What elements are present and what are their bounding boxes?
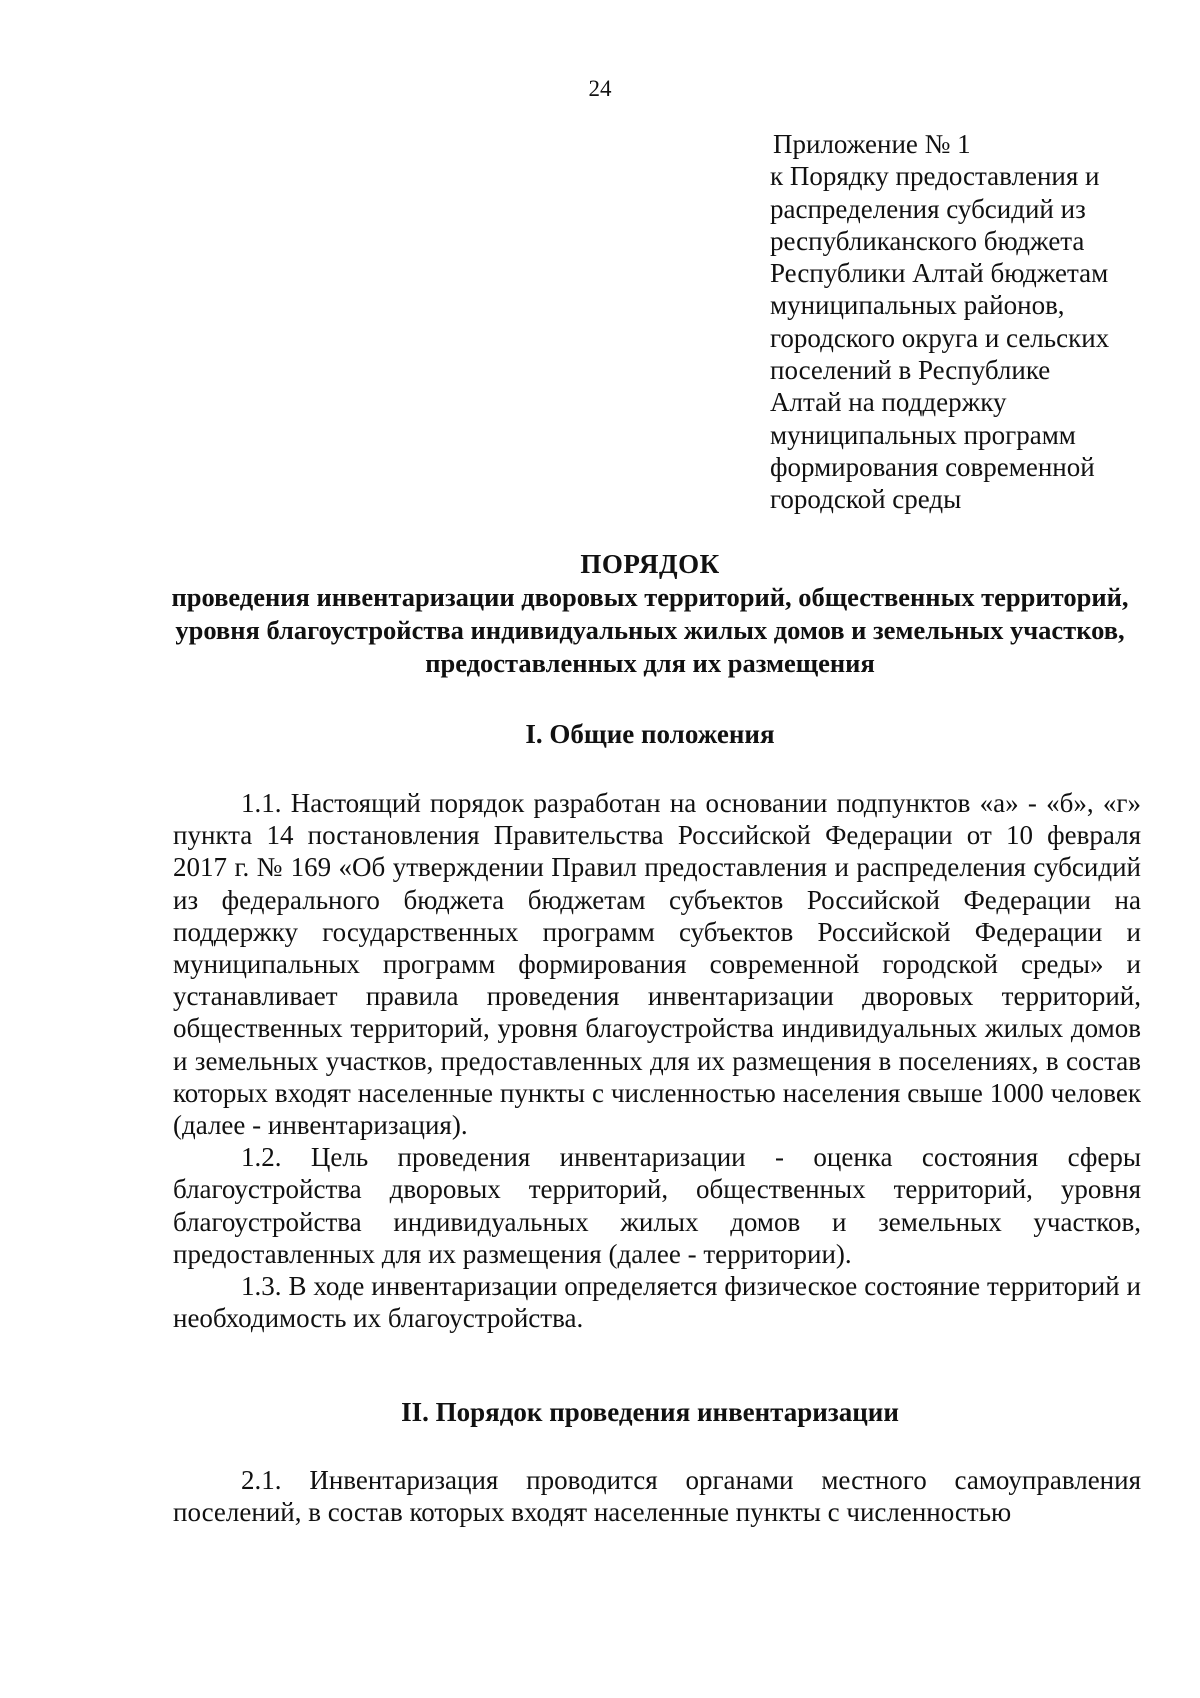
appendix-line: к Порядку предоставления и bbox=[770, 161, 1100, 192]
section-body-general bbox=[173, 787, 1141, 1334]
appendix-line: Приложение № 1 bbox=[773, 129, 971, 159]
paragraph-2-1: 2.1. Инвентаризация проводится органами местного самоуправления поселений, в состав которых входят населенные пункты с численностью bbox=[173, 1465, 1141, 1528]
section-heading-procedure: II. Порядок проведения инвентаризации bbox=[401, 1397, 899, 1427]
appendix-line: поселений в Республике bbox=[770, 355, 1051, 386]
appendix-note bbox=[770, 128, 1170, 516]
title-subtitle: проведения инвентаризации дворовых территорий, общественных территорий, уровня благоустройства индивидуальных жилых домов и земельных участков, предоставленных для их размещения bbox=[171, 582, 1129, 678]
paragraph-1-2: 1.2. Цель проведения инвентаризации - оценка состояния сферы благоустройства дворовых территорий, общественных территорий, уровня благоустройства индивидуальных жилых домов и земельных участков, предоставленных для их размещения (далее - территории). bbox=[173, 1142, 1141, 1269]
paragraph-1-3: 1.3. В ходе инвентаризации определяется физическое состояние территорий и необходимость их благоустройства. bbox=[173, 1271, 1141, 1334]
page-number: 24 bbox=[588, 76, 612, 101]
document-title bbox=[160, 548, 1140, 680]
paragraph-1-1: 1.1. Настоящий порядок разработан на основании подпунктов «а» - «б», «г» пункта 14 постановления Правительства Российской Федерации от 10 февраля 2017 г. № 169 «Об утверждении Правил предоставления и распределения субсидий из федерального бюджета бюджетам субъектов Российской Федерации на поддержку государственных программ субъектов Российской Федерации и муниципальных программ формирования современной городской среды» и устанавливает правила проведения инвентаризации дворовых территорий, общественных территорий, уровня благоустройства индивидуальных жилых домов и земельных участков, предоставленных для их размещения в поселениях, в состав которых входят населенные пункты с численностью населения свыше 1000 человек (далее - инвентаризация). bbox=[173, 788, 1141, 1141]
section-body-procedure bbox=[173, 1464, 1141, 1528]
title-main: ПОРЯДОК bbox=[580, 549, 720, 579]
appendix-line: муниципальных районов, bbox=[770, 290, 1065, 321]
section-heading-general: I. Общие положения bbox=[525, 719, 775, 749]
appendix-line: городской среды bbox=[770, 484, 962, 515]
appendix-line: городского округа и сельских bbox=[770, 322, 1110, 353]
appendix-line: Республики Алтай бюджетам bbox=[770, 258, 1109, 289]
appendix-line: республиканского бюджета bbox=[770, 225, 1085, 256]
appendix-line: муниципальных программ bbox=[770, 419, 1076, 450]
appendix-line: Алтай на поддержку bbox=[770, 387, 1007, 418]
appendix-line: формирования современной bbox=[770, 451, 1095, 482]
appendix-line: распределения субсидий из bbox=[770, 193, 1086, 224]
